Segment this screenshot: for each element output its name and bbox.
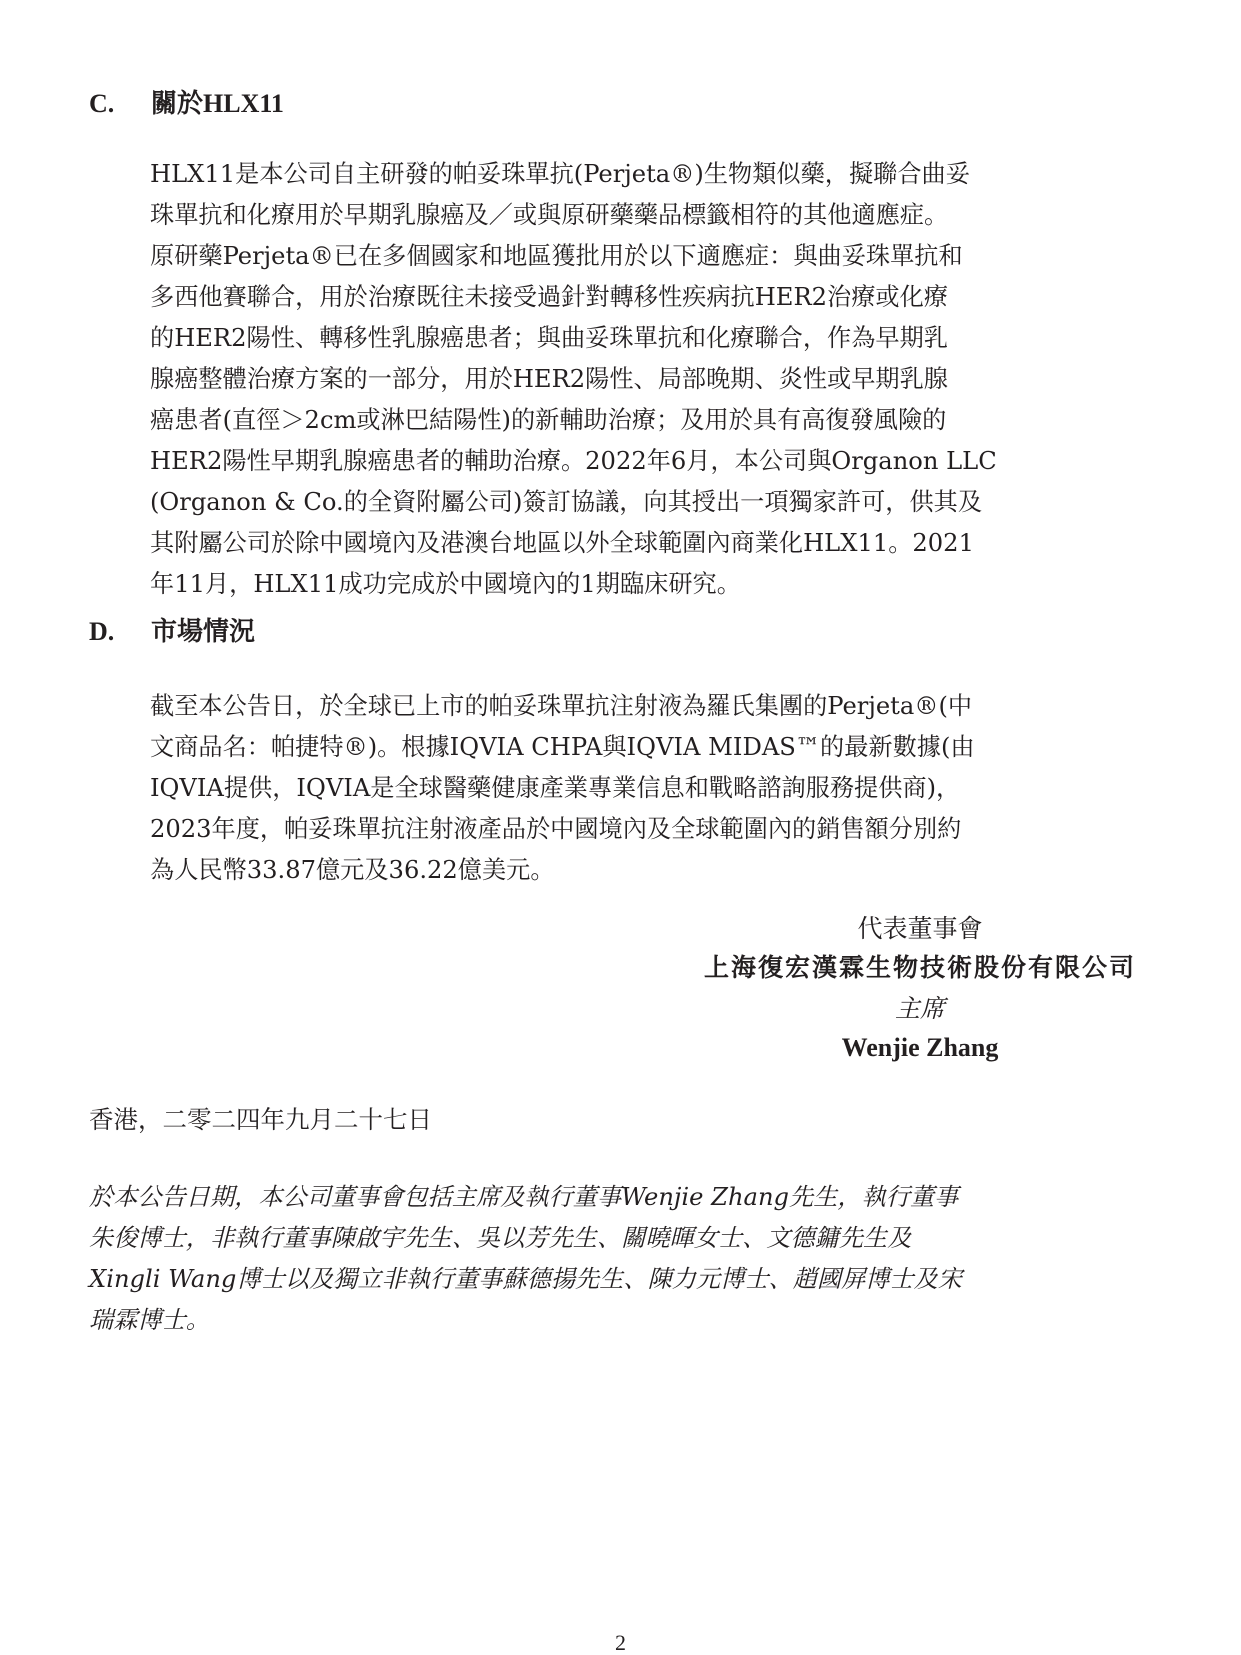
paragraph-line: 為人民幣33.87億元及36.22億美元。 — [150, 856, 555, 884]
paragraph-line: 其附屬公司於除中國境內及港澳台地區以外全球範圍內商業化HLX11。2021 — [150, 529, 974, 557]
paragraph-line: 多西他賽聯合，用於治療既往未接受過針對轉移性疾病抗HER2治療或化療 — [150, 283, 948, 311]
paragraph-line: HER2陽性早期乳腺癌患者的輔助治療。2022年6月，本公司與Organon LLC — [150, 447, 997, 475]
paragraph-line: 癌患者(直徑＞2cm或淋巴結陽性)的新輔助治療；及用於具有高復發風險的 — [150, 406, 947, 434]
section-d-paragraph — [150, 686, 1154, 891]
section-d-letter: D. — [89, 617, 115, 646]
footnote-line: Xingli Wang博士以及獨立非執行董事蘇德揚先生、陳力元博士、趙國屏博士及宋 — [89, 1265, 963, 1293]
footnote-line: 朱俊博士，非執行董事陳啟宇先生、吳以芳先生、關曉暉女士、文德鏞先生及 — [89, 1224, 912, 1252]
section-c-paragraph — [150, 154, 1154, 605]
section-c-letter: C. — [89, 89, 115, 118]
signature-on-behalf: 代表董事會 — [857, 914, 983, 943]
paragraph-line: IQVIA提供，IQVIA是全球醫藥健康產業專業信息和戰略諮詢服務提供商)， — [150, 774, 961, 802]
signature-name: Wenjie Zhang — [841, 1033, 999, 1062]
paragraph-line: 年11月，HLX11成功完成於中國境內的1期臨床研究。 — [150, 570, 741, 598]
section-c-title: 關於HLX11 — [151, 89, 284, 118]
section-c-heading — [89, 84, 284, 124]
paragraph-line: 腺癌整體治療方案的一部分，用於HER2陽性、局部晚期、炎性或早期乳腺 — [150, 365, 948, 393]
board-composition-note — [89, 1177, 1159, 1341]
paragraph-line: (Organon & Co.的全資附屬公司)簽訂協議，向其授出一項獨家許可，供其及 — [150, 488, 983, 516]
paragraph-line: 2023年度，帕妥珠單抗注射液產品於中國境內及全球範圍內的銷售額分別約 — [150, 815, 962, 843]
page-number: 2 — [615, 1630, 626, 1655]
paragraph-line: 截至本公告日，於全球已上市的帕妥珠單抗注射液為羅氏集團的Perjeta®(中 — [150, 692, 973, 720]
section-d-heading — [89, 612, 255, 652]
paragraph-line: HLX11是本公司自主研發的帕妥珠單抗(Perjeta®)生物類似藥，擬聯合曲妥 — [150, 160, 970, 188]
date-line: 香港，二零二四年九月二十七日 — [89, 1105, 432, 1134]
paragraph-line: 珠單抗和化療用於早期乳腺癌及／或與原研藥藥品標籤相符的其他適應症。 — [150, 201, 949, 229]
footnote-line: 於本公告日期，本公司董事會包括主席及執行董事Wenjie Zhang先生，執行董事 — [89, 1183, 959, 1211]
section-d-title: 市場情況 — [151, 617, 256, 646]
signature-role: 主席 — [894, 994, 945, 1023]
paragraph-line: 文商品名：帕捷特®)。根據IQVIA CHPA與IQVIA MIDAS™的最新數據(由 — [150, 733, 975, 761]
paragraph-line: 的HER2陽性、轉移性乳腺癌患者；與曲妥珠單抗和化療聯合，作為早期乳 — [150, 324, 948, 352]
footnote-line: 瑞霖博士。 — [89, 1306, 210, 1334]
paragraph-line: 原研藥Perjeta®已在多個國家和地區獲批用於以下適應症：與曲妥珠單抗和 — [150, 242, 963, 270]
signature-company: 上海復宏漢霖生物技術股份有限公司 — [703, 953, 1136, 982]
